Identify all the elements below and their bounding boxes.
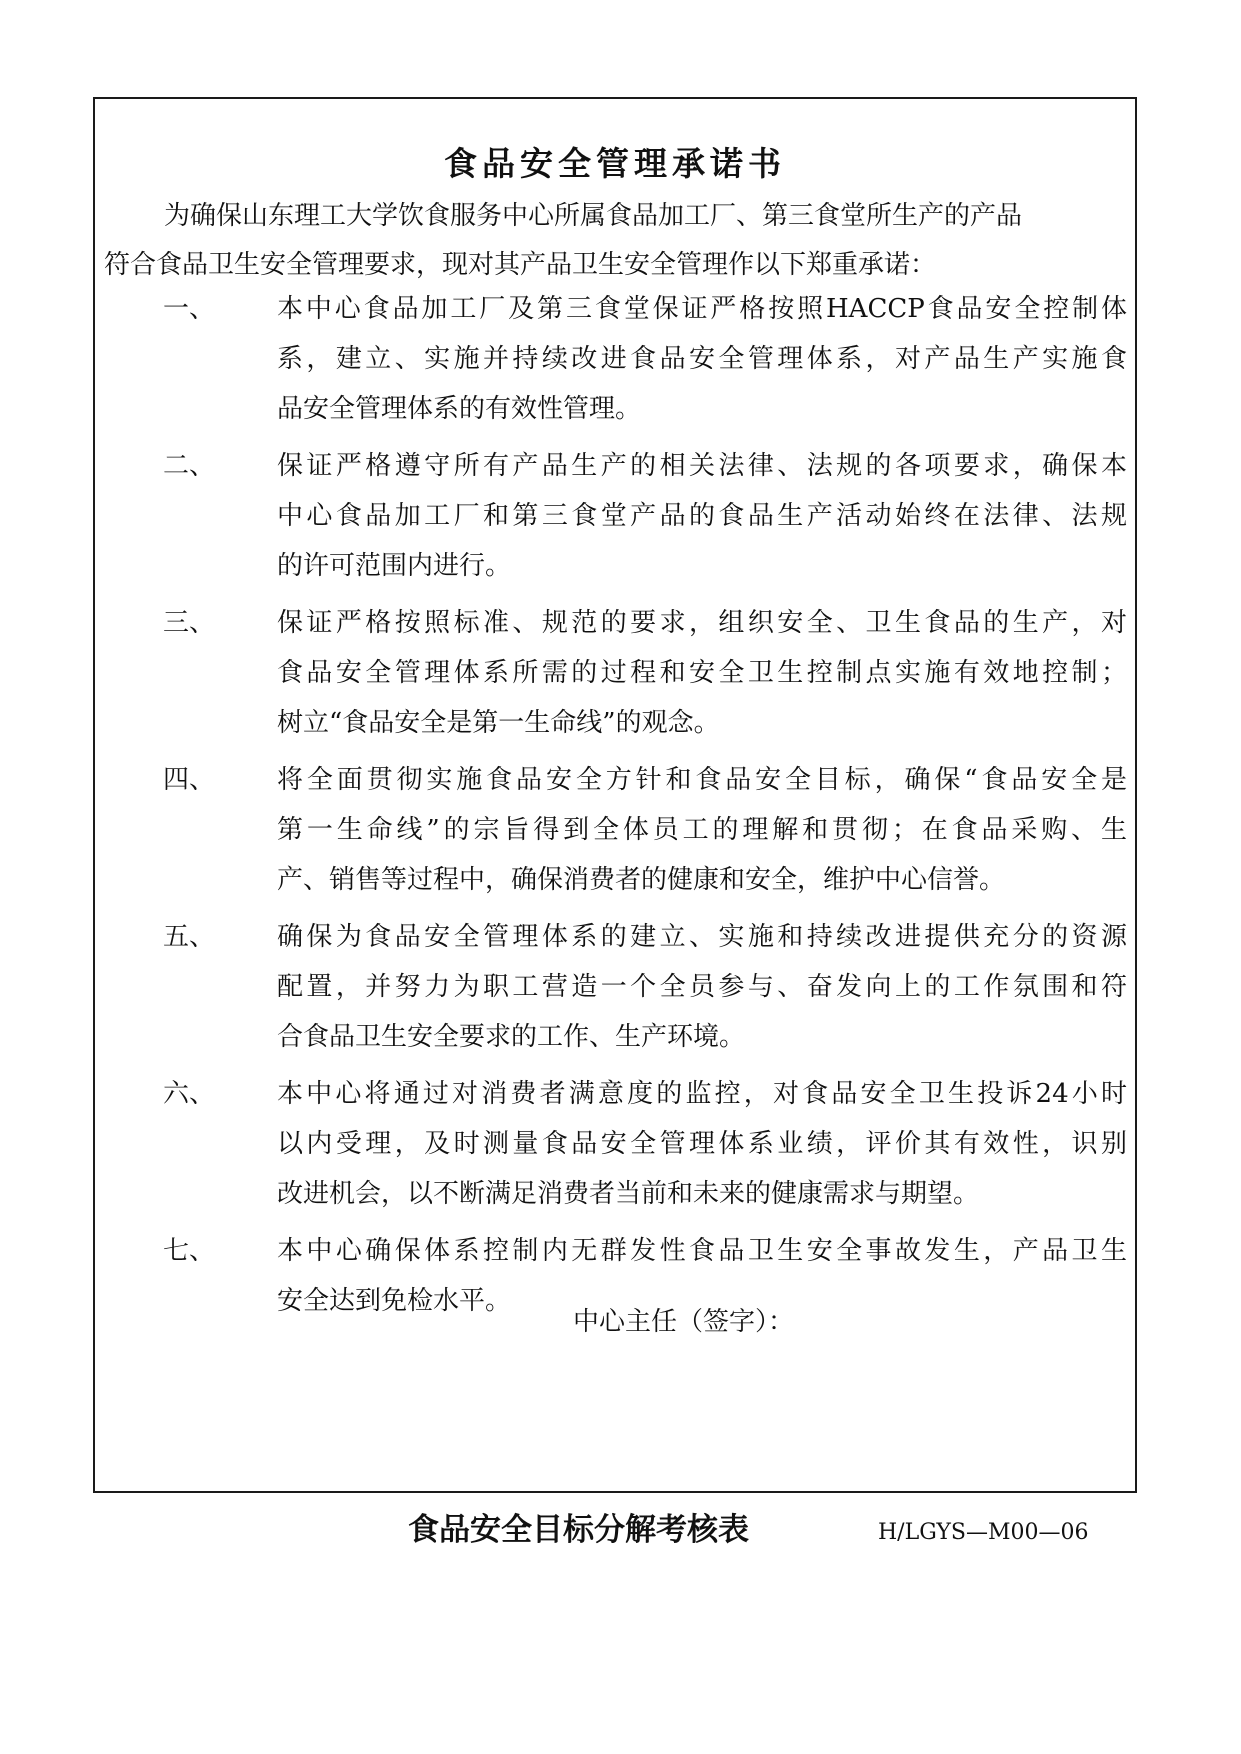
item-line: 合食品卫生安全要求的工作、生产环境。 xyxy=(277,1022,746,1052)
commitment-item xyxy=(0,912,1241,1062)
document-code: H/LGYS—M00—06 xyxy=(878,1520,1089,1545)
item-line: 本中心确保体系控制内无群发性食品卫生安全事故发生，产品卫生 xyxy=(277,1236,1127,1266)
item-line: 以内受理，及时测量食品安全管理体系业绩，评价其有效性，识别 xyxy=(277,1129,1127,1159)
item-line: 的许可范围内进行。 xyxy=(277,551,512,581)
item-text xyxy=(277,755,1127,905)
item-line: 将全面贯彻实施食品安全方针和食品安全目标，确保“食品安全是 xyxy=(277,765,1127,795)
commitment-list xyxy=(0,284,1241,1333)
item-number: 四、 xyxy=(163,765,216,795)
item-number: 一、 xyxy=(163,294,216,324)
item-line: 食品安全管理体系所需的过程和安全卫生控制点实施有效地控制； xyxy=(277,658,1127,688)
item-line: 确保为食品安全管理体系的建立、实施和持续改进提供充分的资源 xyxy=(277,922,1127,952)
intro-line: 符合食品卫生安全管理要求，现对其产品卫生安全管理作以下郑重承诺： xyxy=(104,250,937,280)
commitment-item xyxy=(0,755,1241,905)
commitment-item xyxy=(0,284,1241,434)
commitment-item xyxy=(0,598,1241,748)
signature-label: 中心主任（签字）： xyxy=(573,1307,795,1337)
item-text xyxy=(277,598,1127,748)
item-line: 安全达到免检水平。 xyxy=(277,1286,512,1316)
item-number: 二、 xyxy=(163,451,216,481)
item-text xyxy=(277,912,1127,1062)
document-title: 食品安全管理承诺书 xyxy=(444,144,786,183)
intro-line: 为确保山东理工大学饮食服务中心所属食品加工厂、第三食堂所生产的产品 xyxy=(164,201,1023,231)
item-text xyxy=(277,441,1127,591)
item-number: 三、 xyxy=(163,608,216,638)
item-line: 改进机会，以不断满足消费者当前和未来的健康需求与期望。 xyxy=(277,1179,980,1209)
commitment-item xyxy=(0,1069,1241,1219)
commitment-item xyxy=(0,441,1241,591)
item-line: 保证严格遵守所有产品生产的相关法律、法规的各项要求，确保本 xyxy=(277,451,1127,481)
item-line: 品安全管理体系的有效性管理。 xyxy=(277,394,642,424)
next-section-title: 食品安全目标分解考核表 xyxy=(408,1512,749,1548)
item-line: 树立“食品安全是第一生命线”的观念。 xyxy=(277,708,720,738)
item-text xyxy=(277,284,1127,434)
item-text xyxy=(277,1069,1127,1219)
item-line: 第一生命线”的宗旨得到全体员工的理解和贯彻；在食品采购、生 xyxy=(277,815,1127,845)
item-line: 产、销售等过程中，确保消费者的健康和安全，维护中心信誉。 xyxy=(277,865,1006,895)
item-line: 系，建立、实施并持续改进食品安全管理体系，对产品生产实施食 xyxy=(277,344,1127,374)
item-line: 保证严格按照标准、规范的要求，组织安全、卫生食品的生产，对 xyxy=(277,608,1127,638)
item-line: 本中心将通过对消费者满意度的监控，对食品安全卫生投诉24小时 xyxy=(277,1079,1127,1109)
item-line: 中心食品加工厂和第三食堂产品的食品生产活动始终在法律、法规 xyxy=(277,501,1127,531)
item-number: 五、 xyxy=(163,922,216,952)
item-line: 配置，并努力为职工营造一个全员参与、奋发向上的工作氛围和符 xyxy=(277,972,1127,1002)
item-number: 七、 xyxy=(163,1236,216,1266)
item-line: 本中心食品加工厂及第三食堂保证严格按照HACCP食品安全控制体 xyxy=(277,294,1127,324)
item-number: 六、 xyxy=(163,1079,216,1109)
intro-paragraph xyxy=(104,192,1130,290)
